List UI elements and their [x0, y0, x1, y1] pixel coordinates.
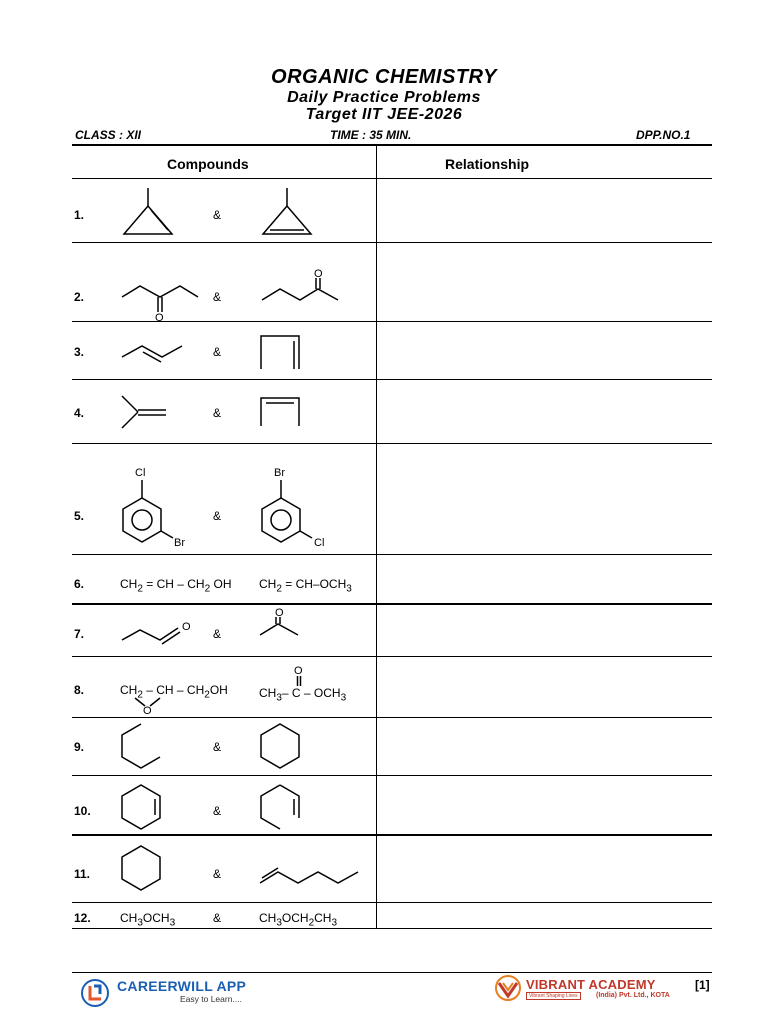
carbonyl-group	[289, 660, 309, 688]
ethyl-methyl-ether-formula: $CH_3OCH_2CH_3$	[259, 911, 338, 929]
cyclobutene-structure	[258, 333, 303, 371]
dimethyl-ether-formula: $CH_3OCH_3$	[120, 911, 176, 929]
row-number: 3.	[74, 345, 85, 359]
target-label: Target IIT JEE-2026	[305, 106, 463, 123]
propanal-structure	[120, 618, 195, 648]
methylenecyclopropane-structure	[120, 186, 175, 238]
cyclohexane-structure	[120, 844, 165, 894]
row-number: 11.	[74, 867, 91, 881]
row-divider	[72, 242, 712, 243]
chlorine-label: Cl	[135, 467, 146, 479]
pentan-3-one-structure	[120, 268, 205, 323]
row-divider	[72, 603, 712, 605]
vibrant-academy-logo-icon	[494, 974, 522, 1002]
row-number: 10.	[74, 804, 91, 818]
ampersand: &	[213, 740, 222, 754]
row-divider	[72, 379, 712, 380]
column-divider	[376, 146, 377, 928]
col-relationship-heading: Relationship	[445, 156, 530, 172]
page-title: ORGANIC CHEMISTRY	[271, 66, 497, 88]
row-divider	[72, 834, 712, 836]
footer-divider	[72, 972, 712, 973]
methyl-vinyl-ether-formula: $CH_2 = CH-OCH_3$	[259, 577, 352, 595]
row-divider	[72, 717, 712, 718]
row-number: 8.	[74, 683, 85, 697]
row-divider	[72, 775, 712, 776]
time-label: TIME : 35 MIN.	[330, 128, 412, 142]
oxygen-label: O	[155, 312, 164, 324]
ampersand: &	[213, 509, 222, 523]
ampersand: &	[213, 345, 222, 359]
chlorine-label: Cl	[314, 537, 325, 549]
careerwill-logo-icon	[80, 978, 110, 1008]
hex-1-ene-structure	[258, 858, 363, 888]
row-number: 4.	[74, 406, 85, 420]
vibrant-tagline-box: Vibrant Shaping Lives	[526, 992, 581, 1000]
ampersand: &	[213, 627, 222, 641]
table-top-border	[72, 144, 712, 146]
ampersand: &	[213, 406, 222, 420]
col-compounds-heading: Compounds	[167, 156, 249, 172]
hexa-1-ene-open-structure	[259, 783, 304, 833]
row-divider	[72, 443, 712, 444]
allyl-alcohol-formula: $CH_2$ = CH – $CH_2$ OH	[120, 577, 232, 595]
dpp-label: DPP.NO.1	[636, 128, 691, 142]
open-chain-structure	[120, 722, 165, 772]
cyclohexane-structure	[259, 722, 304, 772]
methylcyclopropene-structure	[259, 186, 314, 238]
cyclobutene-structure	[258, 395, 303, 429]
meta-chlorobromobenzene-structure	[118, 464, 193, 550]
row-number: 1.	[74, 208, 85, 222]
row-divider	[72, 554, 712, 555]
class-label: CLASS : XII	[75, 128, 142, 142]
ampersand: &	[213, 867, 222, 881]
row-number: 2.	[74, 290, 85, 304]
row-number: 5.	[74, 509, 85, 523]
bromine-label: Br	[174, 537, 185, 549]
header-divider	[72, 178, 712, 179]
ampersand: &	[213, 911, 222, 925]
but-2-ene-structure	[120, 336, 185, 366]
isobutene-structure	[120, 394, 175, 434]
vibrant-academy-brand: VIBRANT ACADEMY	[526, 977, 656, 992]
page-subtitle: Daily Practice Problems	[287, 89, 481, 106]
meta-bromochlorobenzene-structure	[256, 464, 331, 550]
row-number: 6.	[74, 577, 85, 591]
row-number: 7.	[74, 627, 85, 641]
pentan-2-one-structure	[260, 266, 345, 311]
row-divider	[72, 656, 712, 657]
oxygen-label: O	[182, 621, 191, 633]
row-number: 12.	[74, 911, 91, 925]
ampersand: &	[213, 804, 222, 818]
careerwill-brand: CAREERWILL APP	[117, 978, 247, 994]
row-divider	[72, 902, 712, 903]
methyl-acetate-formula: $CH_3-$ C – $OCH_3$	[259, 686, 347, 704]
ampersand: &	[213, 208, 222, 222]
oxygen-label: O	[143, 705, 152, 717]
glycidol-formula: $CH_2$ – CH – $CH_2OH$	[120, 683, 228, 701]
careerwill-tagline: Easy to Learn....	[180, 994, 242, 1004]
oxygen-label: O	[275, 607, 284, 619]
oxygen-label: O	[314, 268, 323, 280]
vibrant-academy-subtitle: (India) Pvt. Ltd., KOTA	[596, 992, 670, 999]
oxygen-label: O	[294, 665, 303, 677]
ampersand: &	[213, 290, 222, 304]
row-number: 9.	[74, 740, 85, 754]
page-number: [1]	[695, 978, 710, 992]
bromine-label: Br	[274, 467, 285, 479]
acetone-structure	[258, 605, 303, 640]
epoxide-bridge	[132, 696, 172, 716]
cyclohexene-structure	[120, 783, 165, 833]
